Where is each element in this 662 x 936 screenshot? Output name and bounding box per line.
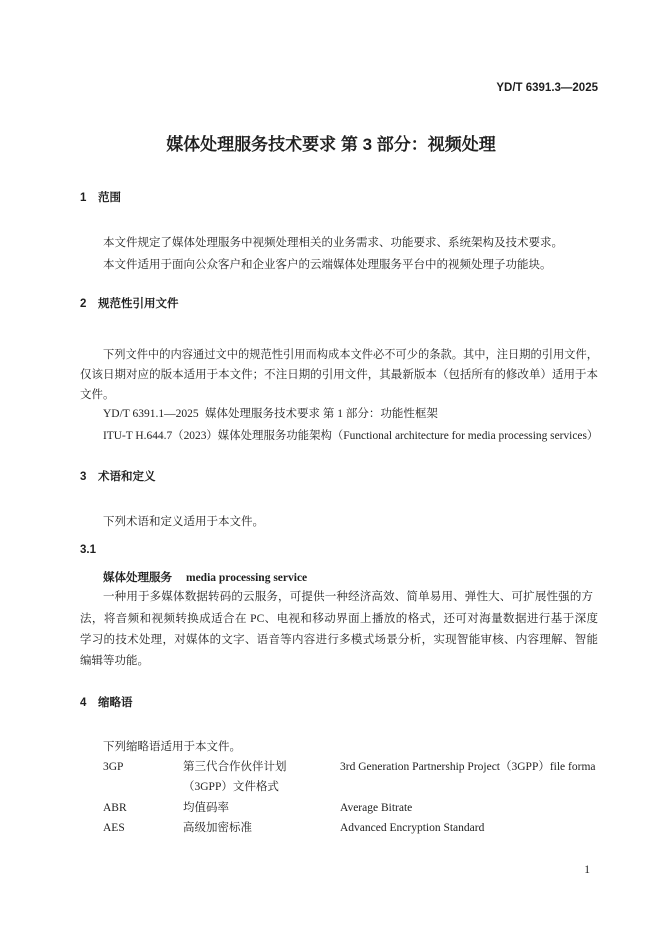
abbreviation-english: 3rd Generation Partnership Project（3GPP）file forma	[340, 761, 596, 773]
abbreviation-english: Average Bitrate	[340, 802, 413, 814]
term-entry	[103, 569, 598, 587]
section-heading-scope	[80, 189, 380, 207]
section-heading-terms	[80, 468, 380, 486]
abbreviation-chinese: 高级加密标准	[183, 822, 252, 834]
section-intro: 下列缩略语适用于本文件。	[103, 741, 241, 753]
term-chinese: 媒体处理服务	[103, 572, 172, 584]
paragraph-line: 仅该日期对应的版本适用于本文件；不注日期的引用文件，其最新版本（包括所有的修改单）适用于本	[80, 369, 598, 381]
section-number: 3	[80, 471, 87, 483]
reference-title: 媒体处理服务技术要求 第 1 部分：功能性框架	[205, 408, 438, 420]
section-title: 缩略语	[98, 697, 133, 709]
abbreviation-term: AES	[103, 822, 125, 834]
term-english: media processing service	[186, 572, 308, 584]
abbreviation-english: Advanced Encryption Standard	[340, 822, 485, 834]
abbreviation-term: ABR	[103, 802, 127, 814]
paragraph-line: 文件。	[80, 389, 115, 401]
abbreviation-chinese: （3GPP）文件格式	[183, 781, 279, 793]
reference-item: ITU-T H.644.7（2023）媒体处理服务功能架构（Functional architecture for media processing services）	[103, 430, 599, 442]
paragraph-line: 本文件规定了媒体处理服务中视频处理相关的业务需求、功能要求、系统架构及技术要求。	[103, 237, 563, 249]
definition-line: 编辑等功能。	[80, 655, 149, 667]
section-number: 2	[80, 298, 87, 310]
term-number: 3.1	[80, 544, 96, 556]
section-title: 范围	[98, 192, 121, 204]
abbreviation-term: 3GP	[103, 761, 124, 773]
section-number: 1	[80, 192, 87, 204]
definition-line: 法，将音频和视频转换成适合在 PC、电视和移动界面上播放的格式，还可对海量数据进行基于深度	[80, 613, 598, 625]
section-number: 4	[80, 697, 87, 709]
document-number: YD/T 6391.3—2025	[496, 82, 598, 94]
reference-code: YD/T 6391.1—2025	[103, 408, 199, 420]
page-title: 媒体处理服务技术要求 第 3 部分：视频处理	[166, 135, 496, 154]
definition-line: 一种用于多媒体数据转码的云服务，可提供一种经济高效、简单易用、弹性大、可扩展性强的方	[103, 591, 593, 603]
paragraph-line: 本文件适用于面向公众客户和企业客户的云端媒体处理服务平台中的视频处理子功能块。	[103, 259, 552, 271]
section-heading-abbreviations	[80, 694, 380, 712]
abbreviation-chinese: 均值码率	[183, 802, 229, 814]
section-intro: 下列术语和定义适用于本文件。	[103, 516, 264, 528]
section-title: 术语和定义	[98, 471, 156, 483]
section-title: 规范性引用文件	[98, 298, 179, 310]
page-number: 1	[584, 864, 590, 876]
definition-line: 学习的技术处理，对媒体的文字、语音等内容进行多模式场景分析，实现智能审核、内容理解、智能	[80, 634, 598, 646]
reference-item	[103, 405, 598, 423]
section-heading-normative-references	[80, 295, 380, 313]
paragraph-line: 下列文件中的内容通过文中的规范性引用而构成本文件必不可少的条款。其中，注日期的引用文件，	[103, 349, 598, 361]
abbreviation-chinese: 第三代合作伙伴计划	[183, 761, 287, 773]
